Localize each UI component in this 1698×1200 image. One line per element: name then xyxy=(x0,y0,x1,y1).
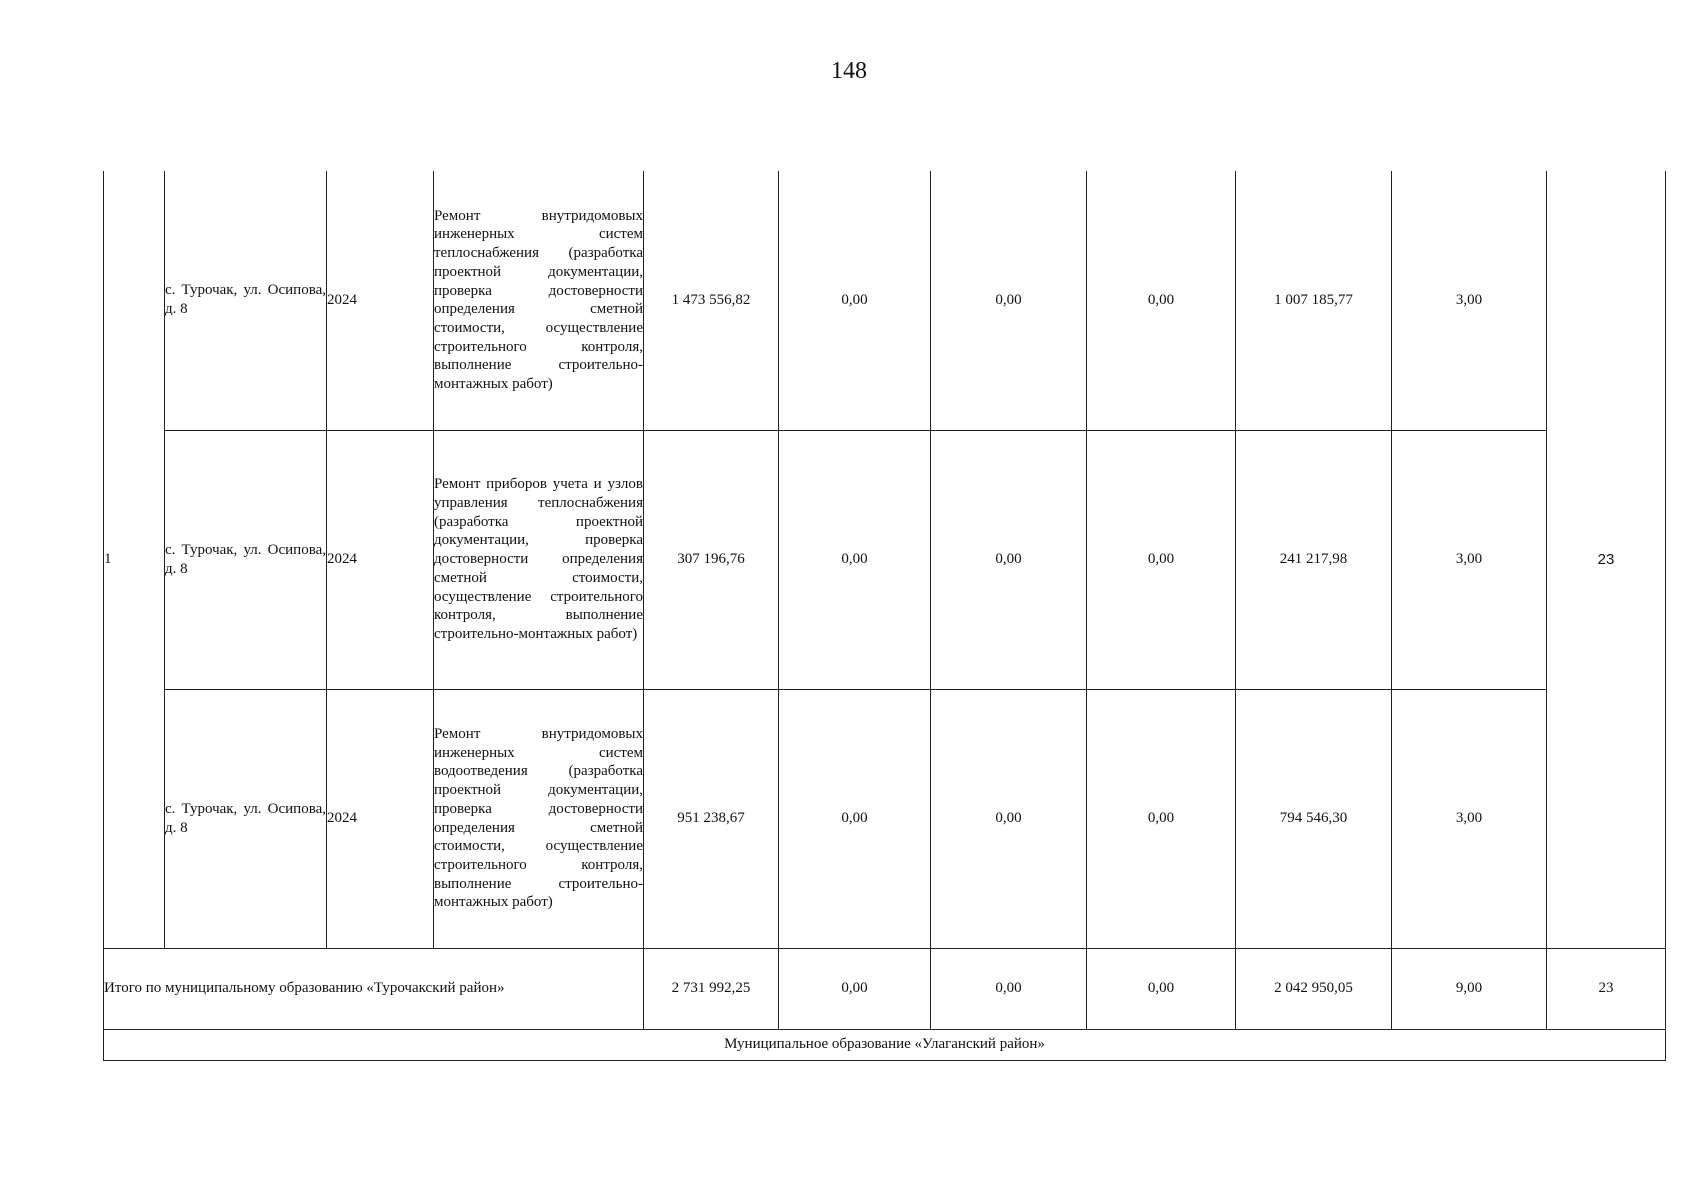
year-cell: 2024 xyxy=(327,689,434,948)
table-row xyxy=(104,430,1666,689)
value-cell: 794 546,30 xyxy=(1236,689,1392,948)
total-value: 0,00 xyxy=(779,948,931,1029)
value-cell: 3,00 xyxy=(1392,430,1547,689)
total-label: Итого по муниципальному образованию «Турочакский район» xyxy=(104,948,644,1029)
value-cell: 0,00 xyxy=(779,171,931,430)
total-value: 0,00 xyxy=(1087,948,1236,1029)
total-row xyxy=(104,948,1666,1029)
total-value: 2 042 950,05 xyxy=(1236,948,1392,1029)
value-cell: 0,00 xyxy=(779,430,931,689)
work-description-cell: Ремонт внутридомовых инженерных систем теплоснабжения (разработка проектной документации, проверка достоверности определения сметной стоимости, осуществление строительного контроля, выполнение строительно-монтажных работ) xyxy=(434,171,644,430)
value-cell: 3,00 xyxy=(1392,689,1547,948)
value-cell: 0,00 xyxy=(931,689,1087,948)
value-cell: 0,00 xyxy=(1087,171,1236,430)
table-row xyxy=(104,689,1666,948)
section-header-row xyxy=(104,1029,1666,1060)
total-value: 9,00 xyxy=(1392,948,1547,1029)
value-cell: 1 007 185,77 xyxy=(1236,171,1392,430)
municipality-heading: Муниципальное образование «Улаганский район» xyxy=(104,1029,1666,1060)
cost-total-cell: 1 473 556,82 xyxy=(644,171,779,430)
value-cell: 0,00 xyxy=(931,171,1087,430)
value-cell: 0,00 xyxy=(1087,689,1236,948)
cost-total-cell: 307 196,76 xyxy=(644,430,779,689)
value-cell: 0,00 xyxy=(931,430,1087,689)
work-description-cell: Ремонт внутридомовых инженерных систем водоотведения (разработка проектной документации, проверка достоверности определения сметной стоимости, осуществление строительного контроля, выполнение строительно-монтажных работ) xyxy=(434,689,644,948)
total-value: 0,00 xyxy=(931,948,1087,1029)
side-value-cell: 23 xyxy=(1547,171,1666,948)
value-cell: 3,00 xyxy=(1392,171,1547,430)
value-cell: 0,00 xyxy=(779,689,931,948)
row-number: 1 xyxy=(104,171,165,948)
address-cell: с. Турочак, ул. Осипова, д. 8 xyxy=(165,171,327,430)
value-cell: 241 217,98 xyxy=(1236,430,1392,689)
address-cell: с. Турочак, ул. Осипова, д. 8 xyxy=(165,689,327,948)
address-cell: с. Турочак, ул. Осипова, д. 8 xyxy=(165,430,327,689)
page-number: 148 xyxy=(831,58,867,84)
table-row xyxy=(104,171,1666,430)
value-cell: 0,00 xyxy=(1087,430,1236,689)
cost-total-cell: 951 238,67 xyxy=(644,689,779,948)
year-cell: 2024 xyxy=(327,171,434,430)
total-value: 2 731 992,25 xyxy=(644,948,779,1029)
work-description-cell: Ремонт приборов учета и узлов управления теплоснабжения (разработка проектной документации, проверка достоверности определения сметной стоимости, осуществление строительного контроля, выполнение строительно-монтажных работ) xyxy=(434,430,644,689)
capital-repair-table xyxy=(103,171,1666,1061)
total-value: 23 xyxy=(1547,948,1666,1029)
year-cell: 2024 xyxy=(327,430,434,689)
